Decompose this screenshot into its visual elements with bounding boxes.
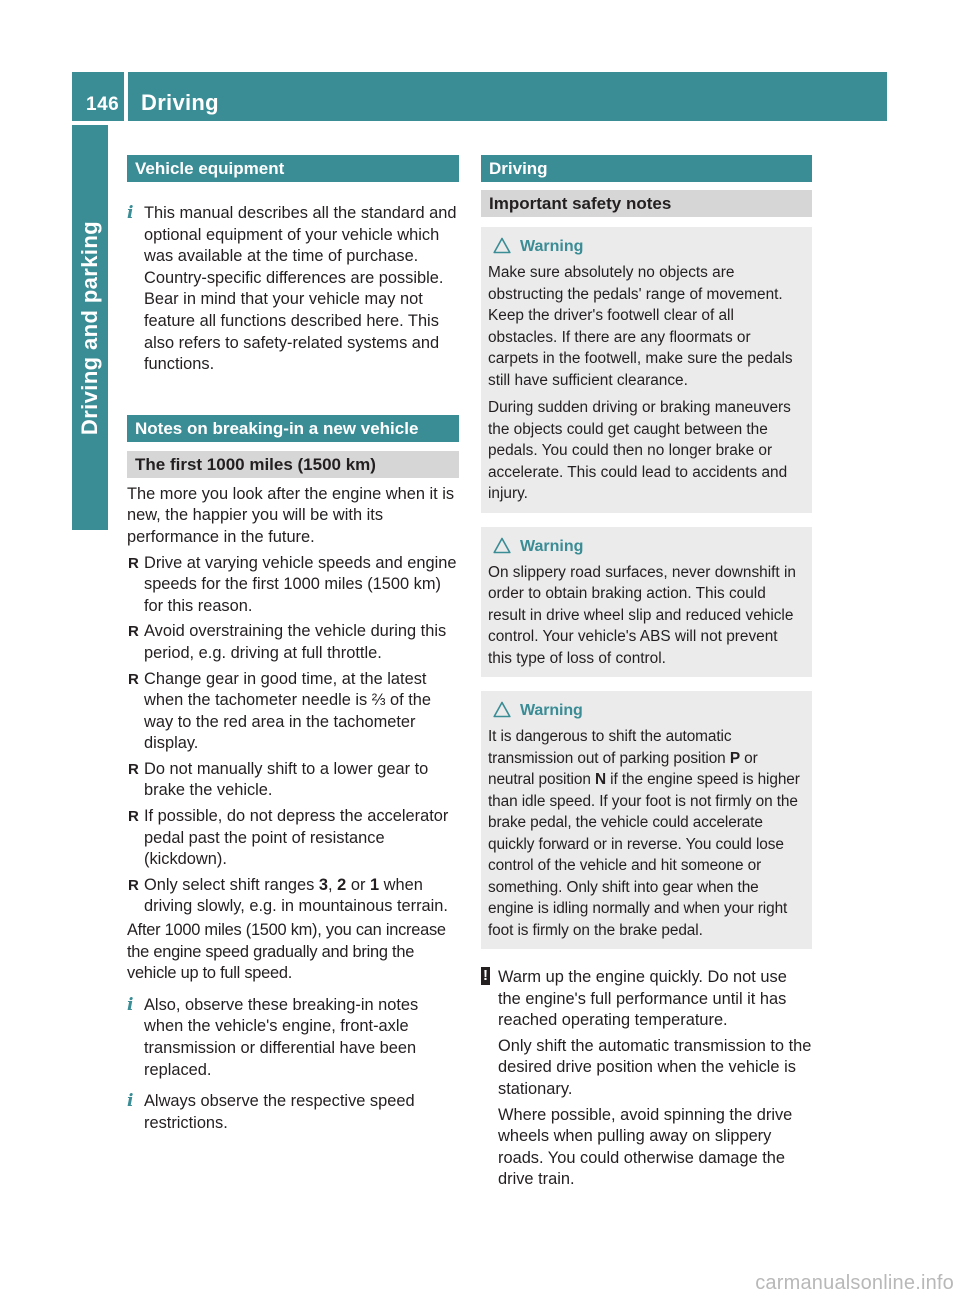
list-item — [127, 553, 459, 618]
notice-paragraph: Warm up the engine quickly. Do not use the engine's full performance until it has reached operating temperature. — [498, 968, 787, 1030]
shift-range-2: 2 — [337, 875, 347, 894]
notice-paragraph: Where possible, avoid spinning the drive wheels when pulling away on slippery roads. You could otherwise damage the drive train. — [498, 1105, 793, 1189]
chapter-header — [128, 72, 887, 121]
warning-text-part: It is dangerous to shift the automatic transmission out of parking position — [488, 728, 732, 767]
bullet-marker: R — [128, 760, 139, 778]
bullet-marker: R — [128, 876, 139, 894]
warning-text-part: or neutral position — [488, 749, 758, 788]
right-column — [481, 155, 812, 1191]
warning-box-downshift — [481, 527, 812, 678]
warning-box-pedals — [481, 227, 812, 513]
bullet-text: Do not manually shift to a lower gear to brake the vehicle. — [144, 759, 429, 800]
warning-triangle-icon — [493, 537, 511, 554]
warning-paragraph: Make sure absolutely no objects are obstructing the pedals' range of movement. Keep the driver's footwell clear of all obstacles. If there are any floormats or carpets in the footwell, make sure the pedals still have sufficient clearance. — [488, 264, 793, 389]
info-text: This manual describes all the standard and optional equipment of your vehicle which was available at the time of purchase. Country-specific differences are possible. Bear in mind that your vehicle may not feature all functions described here. This also refers to safety-related systems and functions. — [144, 204, 457, 374]
list-item — [127, 806, 459, 871]
heading-vehicle-equipment: Vehicle equipment — [127, 155, 459, 182]
info-icon: i — [127, 1091, 134, 1112]
list-item — [127, 875, 459, 918]
bullet-text-part: when driving slowly, e.g. in mountainous terrain. — [144, 875, 448, 916]
heading-breaking-in: Notes on breaking-in a new vehicle — [127, 415, 459, 442]
gear-position-n: N — [594, 771, 606, 788]
notice-block — [481, 967, 812, 1191]
warning-paragraph: On slippery road surfaces, never downshift in order to obtain braking action. This could result in drive wheel slip and reduced vehicle control. Your vehicle's ABS will not prevent this type of loss of control. — [488, 563, 796, 667]
bullet-text: Drive at varying vehicle speeds and engine speeds for the first 1000 miles (1500 km) for this reason. — [144, 553, 457, 615]
notice-exclamation-icon: ! — [483, 967, 488, 984]
warning-text — [488, 726, 805, 941]
bullet-text-part: Only select shift ranges — [144, 875, 319, 894]
info-icon: i — [127, 994, 134, 1015]
list-item — [127, 759, 459, 802]
warning-text — [488, 262, 805, 505]
page-number-box — [72, 72, 124, 121]
info-icon: i — [127, 203, 134, 223]
warning-paragraph: During sudden driving or braking maneuvers the objects could get caught between the pedals. You could then no longer brake or accelerate. This could lead to accidents and injury. — [488, 399, 791, 502]
warning-header — [488, 536, 805, 558]
warning-label: Warning — [520, 702, 583, 719]
breaking-in-after: After 1000 miles (1500 km), you can increase the engine speed gradually and bring the vehicle up to full speed. — [127, 921, 446, 983]
page-number: 146 — [86, 94, 120, 115]
bullet-marker: R — [128, 670, 139, 688]
warning-text-part: if the engine speed is higher than idle speed. If your foot is not firmly on the brake pedal, the vehicle could accelerate quickly forward or in reverse. You could lose control of the vehicle and hit someone or something. Only shift into gear when the engine is idling normally and when your right foot is firmly on the brake pedal. — [488, 771, 800, 939]
warning-triangle-icon — [493, 237, 511, 254]
info-note-equipment — [127, 203, 459, 376]
shift-range-3: 3 — [318, 875, 329, 894]
warning-label: Warning — [520, 537, 584, 555]
warning-label: Warning — [520, 238, 584, 255]
info-text: Also, observe these breaking-in notes when the vehicle's engine, front-axle transmission or differential have been replaced. — [144, 995, 419, 1079]
warning-header — [488, 700, 805, 722]
heading-driving: Driving — [481, 155, 812, 182]
warning-header — [488, 236, 805, 258]
bullet-text: Change gear in good time, at the latest when the tachometer needle is ⅔ of the way to the red area in the tachometer display. — [144, 669, 432, 753]
watermark: carmanualsonline.info — [755, 1272, 954, 1294]
shift-range-1: 1 — [369, 875, 380, 894]
side-tab-marker — [72, 469, 108, 530]
notice-paragraph: Only shift the automatic transmission to the desired drive position when the vehicle is stationary. — [498, 1036, 812, 1098]
bullet-text: Avoid overstraining the vehicle during this period, e.g. driving at full throttle. — [144, 622, 447, 662]
bullet-text: If possible, do not depress the accelerator pedal past the point of resistance (kickdown). — [144, 807, 449, 869]
warning-box-shift-position — [481, 691, 812, 949]
info-text: Always observe the respective speed restrictions. — [144, 1092, 415, 1132]
bullet-marker: R — [128, 808, 139, 826]
side-tab-label: Driving and parking — [77, 220, 102, 435]
info-note-speed-restrictions — [127, 1091, 459, 1134]
bullet-text-part: , — [328, 875, 338, 894]
subheading-safety-notes: Important safety notes — [481, 190, 812, 217]
list-item — [127, 621, 459, 664]
gear-position-p: P — [729, 749, 740, 767]
bullet-text-part: or — [346, 875, 370, 894]
chapter-title: Driving — [141, 90, 219, 115]
warning-triangle-icon — [493, 701, 511, 718]
bullet-text — [144, 876, 448, 916]
warning-paragraph — [488, 726, 805, 941]
info-note-replaced-parts — [127, 995, 459, 1081]
bullet-marker: R — [128, 554, 139, 572]
left-column — [127, 155, 459, 1134]
list-item — [127, 669, 459, 755]
subheading-first-miles: The first 1000 miles (1500 km) — [127, 451, 459, 478]
warning-text — [488, 562, 805, 670]
bullet-marker: R — [128, 623, 139, 641]
breaking-in-intro: The more you look after the engine when it is new, the happier you will be with its performance in the future. — [127, 484, 455, 546]
